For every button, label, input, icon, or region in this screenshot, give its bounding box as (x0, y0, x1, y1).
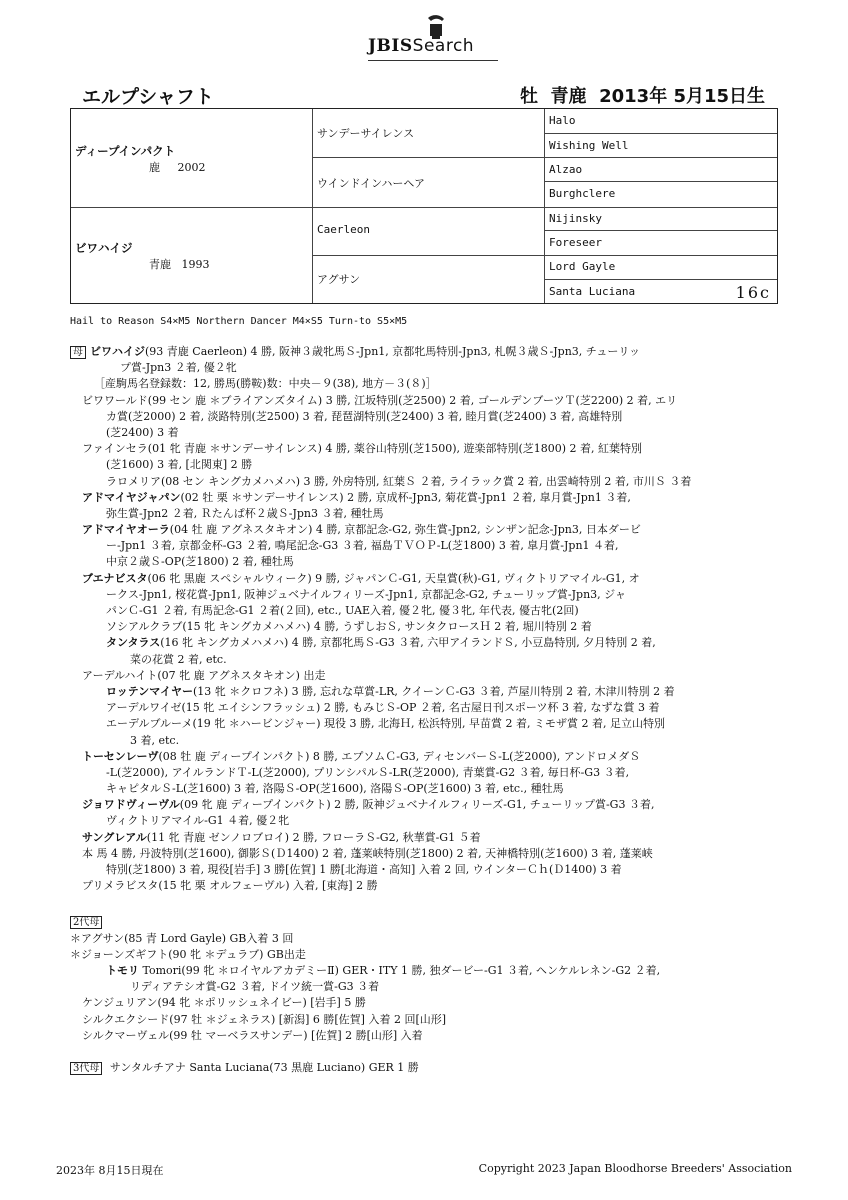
horse-link: ブエナビスタ (82, 571, 148, 585)
horse-link: タンタラス (106, 636, 161, 650)
third-dam-line: 3代母 サンタルチアナ Santa Luciana(73 黒鹿 Luciano) GER 1 勝 (70, 1060, 790, 1076)
inbreeding-line: Hail to Reason S4×M5 Northern Dancer M4×S5 Turn-to S5×M5 (70, 316, 408, 327)
jbis-logo (368, 14, 498, 58)
record-line: シルクエクシード(97 牡 ＊ジェネラス) [新潟] 6 勝[佐賀] 入着 2 回[山形] (82, 1012, 447, 1026)
horse-description: 牡 青鹿 2013年 5月15日生 (520, 86, 766, 107)
record-line: リディアテシオ賞-G2 ３着, ドイツ統一賞-G3 ３着 (130, 980, 380, 994)
sire-cell: ディープインパクト 鹿 2002 (75, 144, 206, 174)
gen3-2: Wishing Well (549, 139, 629, 152)
gen3-4: Burghclere (549, 187, 616, 200)
record-line: アドマイヤオーラ(04 牡 鹿 アグネスタキオン) 4 勝, 京都記念-G2, 弥生賞-Jpn2, シンザン記念-Jpn3, 日本ダービ (82, 523, 641, 537)
second-dam-header: 2代母 (70, 914, 790, 930)
family-record (70, 344, 790, 1076)
record-line: トーセンレーヴ(08 牡 鹿 ディープインパクト) 8 勝, エプソムＣ-G3, ディセンバーＳ-L(芝2000), アンドロメダＳ (82, 749, 641, 763)
record-line: パンＣ-G1 ２着, 有馬記念-G1 ２着(２回), etc., UAE入着, 優２牝, 優３牝, 年代表, 優古牝(2回) (106, 604, 579, 617)
horse-link: ビワハイジ (90, 345, 145, 358)
horse-link: ロッテンマイヤー (106, 684, 194, 698)
family-number: 16c (735, 283, 771, 302)
record-line: ジョワドヴィーヴル(09 牝 鹿 ディープインパクト) 2 勝, 阪神ジュベナイルフィリーズ-G1, チューリップ賞-G3 ３着, (82, 798, 655, 812)
horse-name: エルプシャフト (82, 86, 214, 108)
record-line: ソシアルクラブ(15 牝 キングカメハメハ) 4 勝, うずしおＳ, サンタクロースＨ 2 着, 堀川特別 2 着 (106, 620, 592, 634)
gen3-6: Foreseer (549, 236, 602, 249)
record-line: ［産駒馬名登録数：12, 勝馬(勝鞍)数：中央－９(38), 地方－３(８)］ (94, 377, 437, 391)
logo-text: JBISSearch (368, 36, 475, 56)
record-line: ブエナビスタ(06 牝 黒鹿 スペシャルウィーク) 9 勝, ジャパンＣ-G1, 天皇賞(秋)-G1, ヴィクトリアマイル-G1, オ (82, 571, 640, 585)
record-line: 本 馬 4 勝, 丹波特別(芝1600), 御影Ｓ(Ｄ1400) 2 着, 蓬莱峡特別(芝1800) 2 着, 天神橋特別(芝1600) 3 着, 蓬莱峡 (82, 846, 653, 860)
gen3-8: Santa Luciana (549, 285, 636, 298)
horse-link: トーセンレーヴ (82, 749, 159, 763)
record-line: ー-Jpn1 ３着, 京都金杯-G3 ２着, 鳴尾記念-G3 ３着, 福島ＴＶＯＰ-L(芝1800) 3 着, 皐月賞-Jpn1 ４着, (106, 539, 619, 553)
record-line: シルクマーヴェル(99 牡 マーベラスサンデー) [佐賀] 2 勝[山形] 入着 (82, 1028, 423, 1042)
record-line: 母 ビワハイジ(93 青鹿 Caerleon) 4 勝, 阪神３歳牝馬Ｓ-Jpn1, 京都牝馬特別-Jpn3, 札幌３歳Ｓ-Jpn3, チューリッ (70, 344, 790, 360)
record-line: アーデルハイト(07 牝 鹿 アグネスタキオン) 出走 (82, 668, 326, 682)
record-line: 菜の花賞 2 着, etc. (130, 652, 227, 666)
gen3-3: Alzao (549, 163, 583, 176)
record-line: ロッテンマイヤー(13 牝 ＊クロフネ) 3 勝, 忘れな草賞-LR, クイーンＣ-G3 ３着, 芦屋川特別 2 着, 木津川特別 2 着 (106, 684, 675, 698)
horse-link: ジョワドヴィーヴル (82, 798, 180, 812)
record-line: 弥生賞-Jpn2 ２着, Ｒたんぱ杯２歳Ｓ-Jpn3 ３着, 種牡馬 (106, 506, 384, 520)
record-line: (芝1600) 3 着, [北関東] 2 勝 (106, 458, 253, 472)
record-line: アドマイヤジャパン(02 牡 栗 ＊サンデーサイレンス) 2 勝, 京成杯-Jpn3, 菊花賞-Jpn1 ２着, 皐月賞-Jpn1 ３着, (82, 490, 631, 504)
record-line: 特別(芝1800) 3 着, 現役[岩手] 3 勝[佐賀] 1 勝[北海道・高知] 入着 2 回, ウインターＣｈ(Ｄ1400) 3 着 (106, 863, 622, 876)
horse-link: サングレアル (82, 830, 147, 844)
record-line: サングレアル(11 牝 青鹿 ゼンノロブロイ) 2 勝, フローラＳ-G2, 秋華賞-G1 ５着 (82, 830, 481, 844)
horse-link: アドマイヤオーラ (82, 523, 170, 537)
record-line: ケンジュリアン(94 牝 ＊ポリッシュネイビー) [岩手] 5 勝 (82, 996, 366, 1010)
footer-date: 2023年 8月15日現在 (56, 1164, 164, 1177)
record-line: -L(芝2000), アイルランドＴ-L(芝2000), プリンシパルＳ-LR(芝2000), 青葉賞-G2 ３着, 毎日杯-G3 ３着, (106, 765, 630, 779)
record-line: ＊アグサン(85 青 Lord Gayle) GB入着 3 回 (70, 931, 294, 945)
pedigree-table (70, 108, 778, 304)
record-line: アーデルワイゼ(15 牝 エイシンフラッシュ) 2 勝, もみじＳ-OP ２着, 名古屋日刊スポーツ杯 3 着, なずな賞 3 着 (106, 701, 660, 715)
record-line: ＊ジョーンズギフト(90 牝 ＊デュラブ) GB出走 (70, 947, 306, 961)
horse-link: アドマイヤジャパン (82, 490, 181, 504)
footer-copyright: Copyright 2023 Japan Bloodhorse Breeders' Association (478, 1162, 792, 1175)
dam-cell: ビワハイジ 青鹿 1993 (75, 241, 210, 271)
record-line: ファインセラ(01 牝 青鹿 ＊サンデーサイレンス) 4 勝, 薬谷山特別(芝1500), 遊楽部特別(芝1800) 2 着, 紅葉特別 (82, 442, 643, 456)
gen3-7: Lord Gayle (549, 260, 616, 273)
record-line: エーデルブルーメ(19 牝 ＊ハービンジャー) 現役 3 勝, 北海Ｈ, 松浜特別, 早苗賞 2 着, ミモザ賞 2 着, 足立山特別 (106, 717, 665, 731)
gen2-3: Caerleon (317, 223, 370, 236)
record-line: ークス-Jpn1, 桜花賞-Jpn1, 阪神ジュベナイルフィリーズ-Jpn1, 京都記念-G2, チューリップ賞-Jpn3, ジャ (106, 587, 626, 601)
record-line: タンタラス(16 牝 キングカメハメハ) 4 勝, 京都牝馬Ｓ-G3 ３着, 六甲アイランドＳ, 小豆島特別, 夕月特別 2 着, (106, 636, 656, 650)
record-line: ヴィクトリアマイル-G1 ４着, 優２牝 (106, 814, 290, 828)
record-line: トモリ Tomori(99 牝 ＊ロイヤルアカデミーⅡ) GER・ITY 1 勝, 独ダービー-G1 ３着, ヘンケルレネン-G2 ２着, (106, 963, 661, 977)
record-line: カ賞(芝2000) 2 着, 淡路特別(芝2500) 3 着, 琵琶湖特別(芝2400) 3 着, 睦月賞(芝2400) 3 着, 高雄特別 (106, 409, 623, 423)
record-line: 中京２歳Ｓ-OP(芝1800) 2 着, 種牡馬 (106, 555, 294, 569)
record-line: プリメラビスタ(15 牝 栗 オルフェーヴル) 入着, [東海] 2 勝 (82, 879, 378, 893)
record-line: 3 着, etc. (130, 733, 180, 747)
record-line: ビワワールド(99 セン 鹿 ＊ブライアンズタイム) 3 勝, 江坂特別(芝2500) 2 着, ゴールデンブーツＴ(芝2200) 2 着, エリ (82, 393, 678, 407)
gen2-2: ウインドインハーヘア (317, 177, 426, 190)
record-line: キャピタルＳ-L(芝1600) 3 着, 洛陽Ｓ-OP(芝1600), 洛陽Ｓ-OP(芝1600) 3 着, etc., 種牡馬 (106, 782, 564, 796)
gen3-5: Nijinsky (549, 212, 602, 225)
record-line: (芝2400) 3 着 (106, 425, 179, 439)
horse-link: トモリ (106, 963, 139, 977)
record-line: プ賞-Jpn3 ２着, 優２牝 (120, 361, 237, 375)
gen2-1: サンデーサイレンス (317, 127, 415, 140)
record-line: ラロメリア(08 セン キングカメハメハ) 3 勝, 外房特別, 紅葉Ｓ ２着, ライラック賞 2 着, 出雲崎特別 2 着, 市川Ｓ ３着 (106, 474, 692, 488)
gen3-1: Halo (549, 114, 576, 127)
gen2-4: アグサン (317, 273, 361, 286)
